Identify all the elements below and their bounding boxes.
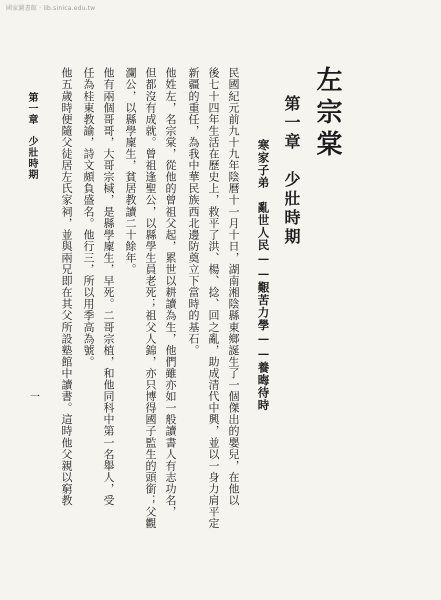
- page-number: 一: [30, 392, 40, 403]
- body-line: 他有兩個哥哥，大哥宗棫，是縣學廩生，早死。二哥宗植，和他同科中第一名舉人，受: [102, 67, 115, 506]
- chapter-heading: 第一章 少壯時期: [282, 95, 301, 247]
- body-line: 他五歲時便隨父徒居左氏家祠，並與兩兄即在其父所設塾館中讀書。這時他父親以窮教: [60, 67, 73, 506]
- body-line: 他姓左，名宗棠，從他的曾祖父起，累世以耕讀為生，他們雖亦如一般讀書人有志功名，: [164, 67, 177, 518]
- chapter-subtitle: 寒家子弟 亂世人民——艱苦力學——養晦待時: [256, 139, 271, 412]
- book-title: 左宗棠: [312, 66, 342, 162]
- body-line: 民國紀元前九十九年陰曆十一月十日，湖南湘陰縣東鄉誕生了一個傑出的嬰兒，在他以: [227, 67, 240, 506]
- running-footer: 第一章 少壯時期: [26, 92, 37, 180]
- body-line: 但都沒有成就。曾祖逢聖公，以縣學生員老死；祖父人錦，亦只博得國子監生的頭銜；父觀: [144, 67, 157, 529]
- body-line: 任為桂東教諭，詩文頗負盛名。他行三，所以用季高為號。: [82, 67, 95, 368]
- body-line: 瀾公，以縣學廩生，貧居教讀二十餘年。: [124, 67, 137, 275]
- body-line: 新疆的重任，為我中華民族西北邊防奠立下當時的基石。: [187, 67, 200, 356]
- body-line: 後七十四年生活在歷史上，救平了洪、楊、捻、回之亂，助成清代中興，並以一身力肩平定: [207, 67, 220, 529]
- archive-watermark: 國家圖書館 · lib.sinica.edu.tw: [6, 5, 96, 12]
